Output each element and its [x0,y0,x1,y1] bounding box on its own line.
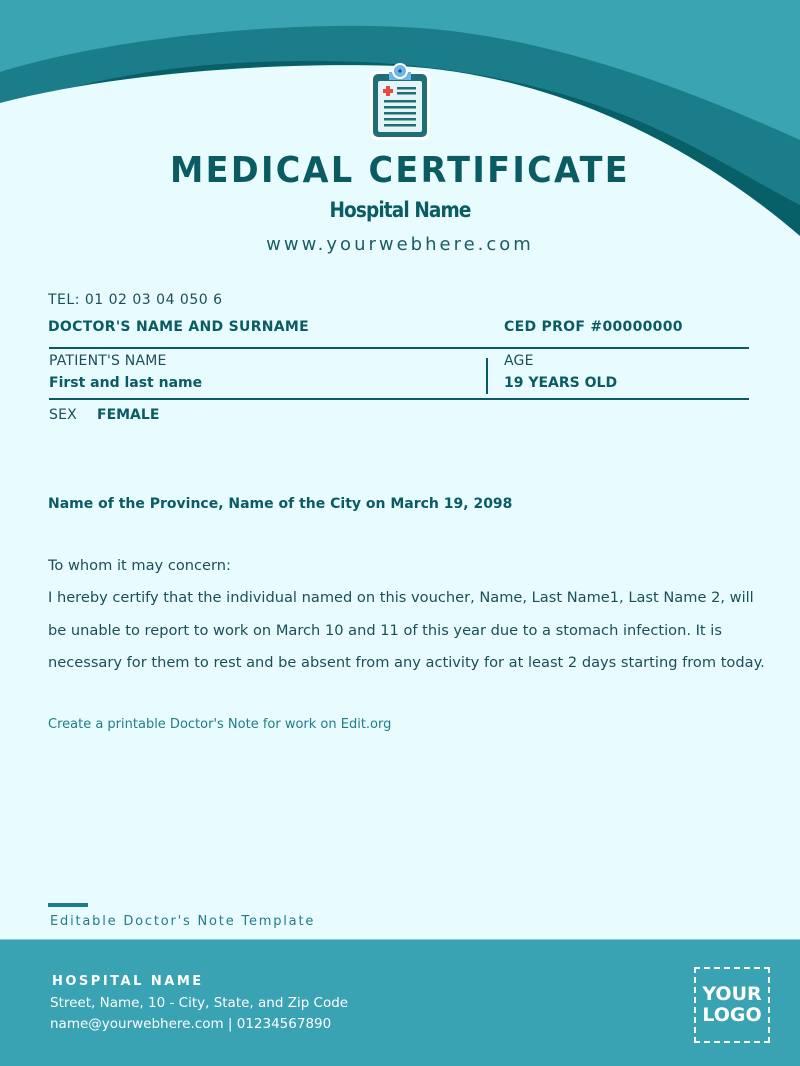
patient-name-label: PATIENT'S NAME [49,353,167,369]
document-title: MEDICAL CERTIFICATE [169,150,631,191]
hospital-name: Hospital Name [329,198,471,222]
patient-name-value: First and last name [49,375,203,391]
website: www.yourwebhere.com [266,234,534,255]
divider-bottom [49,398,749,400]
accent-bar [48,903,88,907]
letter-greeting: To whom it may concern: [48,557,231,574]
sex-label: SEX [49,407,77,423]
age-label: AGE [504,353,534,369]
age-value: 19 YEARS OLD [504,375,618,391]
sex-value: FEMALE [97,407,160,423]
logo-placeholder [694,967,770,1043]
ced-prof-number: CED PROF #00000000 [504,319,683,335]
footer-address: Street, Name, 10 - City, State, and Zip Code [50,995,349,1011]
edit-org-link[interactable]: Create a printable Doctor's Note for work on Edit.org [48,717,392,732]
doctor-name: DOCTOR'S NAME AND SURNAME [48,319,310,335]
telephone: TEL: 01 02 03 04 050 6 [48,292,223,308]
clipboard-medical-icon [367,62,433,142]
place-and-date: Name of the Province, Name of the City on March 19, 2098 [48,496,513,512]
letter-body [48,550,768,679]
divider-vertical [486,358,488,394]
footer-hospital-name: HOSPITAL NAME [52,974,204,989]
logo-line-2: LOGO [702,1004,762,1026]
footer [0,939,800,1066]
template-label: Editable Doctor's Note Template [50,914,316,929]
logo-line-1: YOUR [702,983,762,1005]
divider-top [49,347,749,349]
letter-paragraph: I hereby certify that the individual named on this voucher, Name, Last Name1, Last Name 2, will be unable to report to work on March 10 and 11 of this year due to a stomach infection. It is necessary for them to rest and be absent from any activity for at least 2 days starting from today. [48,589,765,671]
footer-contact: name@yourwebhere.com | 01234567890 [50,1016,332,1032]
